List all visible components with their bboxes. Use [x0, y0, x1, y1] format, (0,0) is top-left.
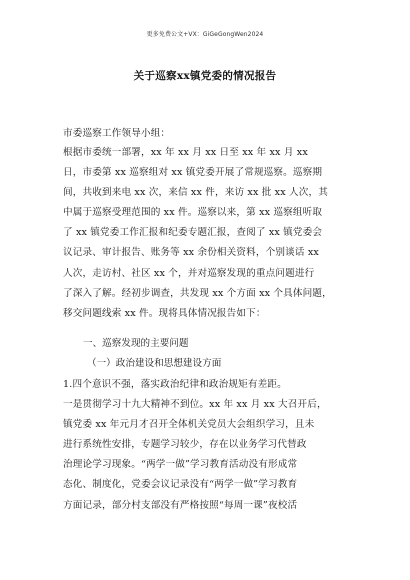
text-line: 态化、制度化，党委会议记录没有“两学一做”学习教育	[63, 479, 298, 491]
header-note: 更多免费公文+VX：GiGeGongWen2024	[146, 31, 264, 38]
text-line: 进行系统性安排，专题学习较少，存在以业务学习代替政	[63, 439, 307, 451]
section-heading-1-1: （一）政治建设和思想建设方面	[87, 358, 222, 369]
text-line: 1.四个意识不强，落实政治纪律和政治规矩有差距。	[63, 379, 287, 390]
text-line: 中属于巡察受理范围的 xx 件。巡察以来，第 xx 巡察组听取	[63, 207, 323, 219]
paragraph-2	[63, 375, 363, 516]
text-line: 间，共收到来电 xx 次，来信 xx 件，来访 xx 批 xx 人次，其	[63, 187, 328, 199]
text-line: 根据市委统一部署，xx 年 xx 月 xx 日至 xx 年 xx 月 xx	[63, 147, 308, 158]
text-line: 一是贯彻学习十九大精神不到位。xx 年 xx 月 xx 大召开后，	[63, 399, 327, 411]
text-line: 方面记录，部分村支部没有严格按照“每周一课”夜校活	[63, 499, 298, 511]
section-heading-1: 一、巡察发现的主要问题	[83, 338, 189, 349]
text-line: 移交问题线索 xx 件。现将具体情况报告如下：	[63, 307, 266, 319]
greeting-text: 市委巡察工作领导小组：	[63, 128, 171, 139]
document-title: 关于巡察xx镇党委的情况报告	[133, 70, 277, 82]
text-line: 人次，走访村、社区 xx 个，并对巡察发现的重点问题进行	[63, 267, 315, 279]
greeting	[63, 124, 363, 144]
text-line: 镇党委 xx 年元月才召开全体机关党员大会组织学习，且未	[63, 419, 315, 431]
paragraph-1	[63, 143, 363, 324]
text-line: 了 xx 镇党委工作汇报和纪委专题汇报，查阅了 xx 镇党委会	[63, 227, 323, 239]
text-line: 治理论学习现象。“两学一做”学习教育活动没有形成常	[63, 459, 298, 471]
text-line: 日，市委第 xx 巡察组对 xx 镇党委开展了常规巡察。巡察期	[63, 167, 323, 179]
text-line: 了深入了解。经初步调查，共发现 xx 个方面 xx 个具体问题，	[63, 287, 332, 299]
text-line: 议记录、审计报告、账务等 xx 余份相关资料，个别谈话 xx	[63, 247, 319, 259]
